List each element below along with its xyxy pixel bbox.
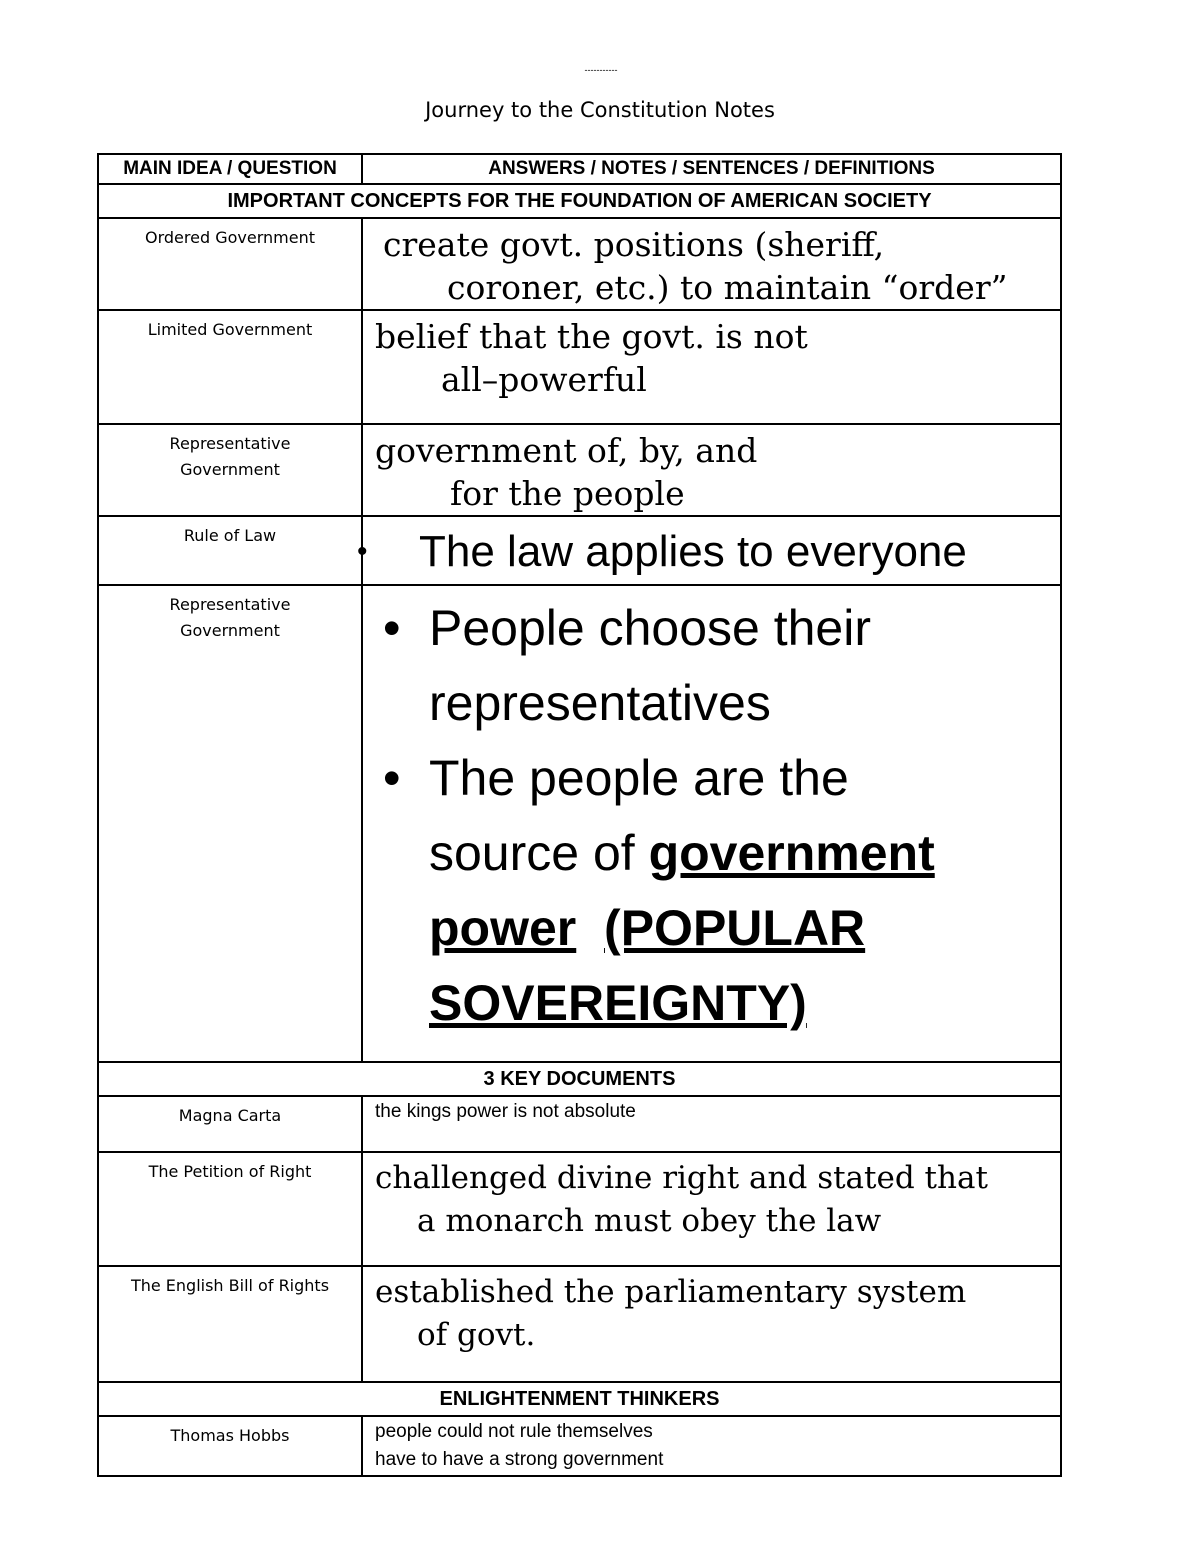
table-row xyxy=(98,1096,1061,1152)
bullet-text: The law applies to everyone xyxy=(419,527,967,576)
bullet-text: People choose their xyxy=(429,600,871,656)
bullet-text-line xyxy=(429,891,1050,966)
section-title-documents: 3 KEY DOCUMENTS xyxy=(98,1062,1061,1096)
note-line: coroner, etc.) to maintain “order” xyxy=(447,268,1008,307)
term-line: Representative xyxy=(169,434,291,453)
term-line: Government xyxy=(180,621,280,640)
bullet-text: The people are the xyxy=(429,750,849,806)
table-row xyxy=(98,424,1061,516)
note-cell xyxy=(362,1152,1061,1266)
section-row xyxy=(98,1382,1061,1416)
term-line: Representative xyxy=(169,595,291,614)
bullet-item xyxy=(383,741,1050,1041)
emphasis-text: power xyxy=(429,900,577,956)
emphasis-text: SOVEREIGNTY) xyxy=(429,975,807,1031)
bullet-item xyxy=(357,517,1060,577)
table-row xyxy=(98,218,1061,310)
note-cell xyxy=(362,1416,1061,1476)
page-title: Journey to the Constitution Notes xyxy=(425,98,775,122)
emphasis-text: government xyxy=(648,825,935,881)
col1-header: MAIN IDEA / QUESTION xyxy=(98,154,362,184)
bullet-icon: • xyxy=(383,750,401,806)
bullet-icon: • xyxy=(357,535,368,568)
table-row xyxy=(98,1152,1061,1266)
section-row xyxy=(98,1062,1061,1096)
note-cell: the kings power is not absolute xyxy=(362,1096,1061,1152)
notes-table xyxy=(97,153,1062,1477)
bullet-icon: • xyxy=(383,600,401,656)
term-cell xyxy=(98,585,362,1062)
emphasis-text: (POPULAR xyxy=(604,900,866,956)
term-cell: Thomas Hobbs xyxy=(98,1416,362,1476)
bullet-text: representatives xyxy=(429,675,771,731)
term-cell: Limited Government xyxy=(98,310,362,424)
term-cell: Ordered Government xyxy=(98,218,362,310)
note-line: government of, by, and xyxy=(375,431,758,470)
table-row xyxy=(98,1266,1061,1382)
col2-header: ANSWERS / NOTES / SENTENCES / DEFINITIONS xyxy=(362,154,1061,184)
note-line: people could not rule themselves xyxy=(375,1421,653,1442)
note-cell xyxy=(362,1266,1061,1382)
note-line: have to have a strong government xyxy=(375,1449,664,1470)
table-row xyxy=(98,585,1061,1062)
term-cell xyxy=(98,424,362,516)
bullet-item xyxy=(383,591,1050,741)
header-mark: ----------- xyxy=(584,66,618,74)
note-cell xyxy=(362,218,1061,310)
note-line: all–powerful xyxy=(441,360,647,399)
note-cell xyxy=(362,424,1061,516)
table-header-row xyxy=(98,154,1061,184)
note-cell xyxy=(362,585,1061,1062)
note-cell xyxy=(362,310,1061,424)
bullet-text-line xyxy=(429,816,1050,891)
note-line: for the people xyxy=(450,474,685,513)
term-cell: Rule of Law xyxy=(98,516,362,585)
table-row xyxy=(98,1416,1061,1476)
term-cell: The Petition of Right xyxy=(98,1152,362,1266)
note-line: challenged divine right and stated that xyxy=(375,1160,988,1196)
note-line: of govt. xyxy=(417,1317,536,1353)
note-cell xyxy=(357,516,1061,585)
table-row xyxy=(98,310,1061,424)
section-title-thinkers: ENLIGHTENMENT THINKERS xyxy=(98,1382,1061,1416)
term-line: Government xyxy=(180,460,280,479)
note-line: established the parliamentary system xyxy=(375,1274,967,1310)
term-cell: Magna Carta xyxy=(98,1096,362,1152)
section-title-concepts: IMPORTANT CONCEPTS FOR THE FOUNDATION OF AMERICAN SOCIETY xyxy=(98,184,1061,218)
note-line: create govt. positions (sheriff, xyxy=(383,225,885,264)
note-line: belief that the govt. is not xyxy=(375,317,808,356)
table-row xyxy=(98,516,1061,585)
bullet-text: source of xyxy=(429,825,649,881)
term-cell: The English Bill of Rights xyxy=(98,1266,362,1382)
section-row xyxy=(98,184,1061,218)
note-line: a monarch must obey the law xyxy=(417,1203,882,1239)
